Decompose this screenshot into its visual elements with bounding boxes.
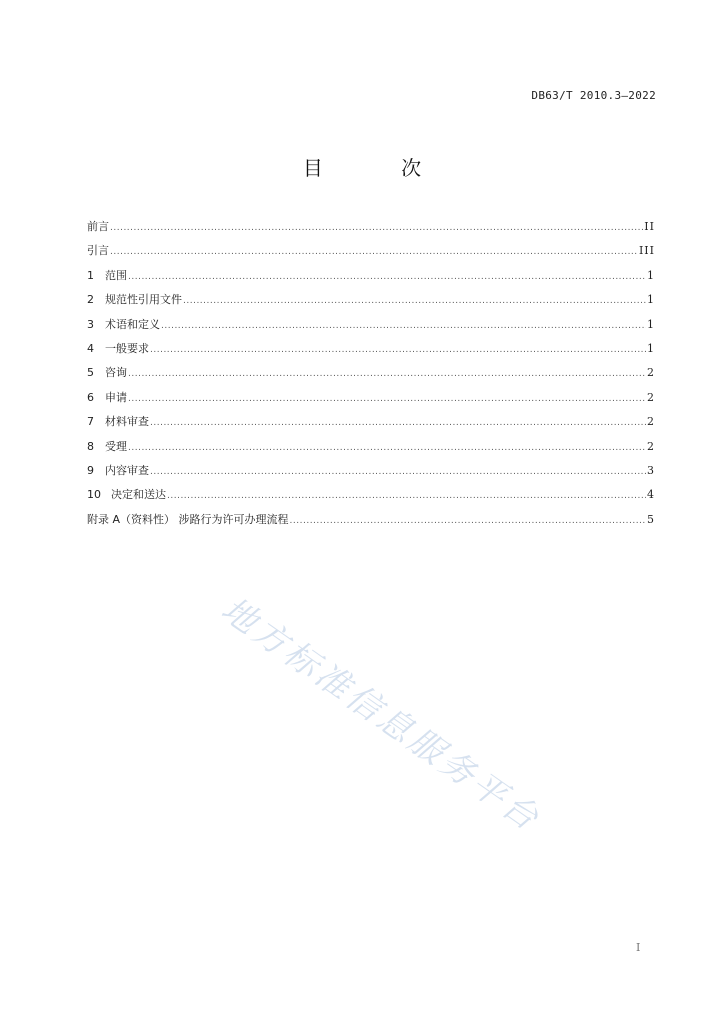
toc-entry-normative-references[interactable] [87, 291, 655, 315]
toc-leader-dots [110, 223, 643, 233]
toc-entry-number: 10 [87, 488, 101, 502]
toc-entry-general-requirements[interactable] [87, 340, 655, 364]
toc-entry-page: 1 [647, 317, 655, 331]
toc-entry-number: 6 [87, 390, 94, 404]
document-code: DB63/T 2010.3—2022 [531, 89, 656, 102]
toc-entry-label: 术语和定义 [105, 317, 160, 331]
toc-leader-dots [128, 394, 646, 404]
toc-entry-scope[interactable] [87, 267, 655, 291]
toc-entry-label: 附录 A（资料性） 涉路行为许可办理流程 [87, 512, 289, 526]
toc-entry-material-review[interactable] [87, 413, 655, 437]
watermark-text: 地方标准信息服务平台 [213, 589, 549, 841]
toc-entry-page: 2 [647, 390, 655, 404]
toc-entry-appendix-a[interactable] [87, 511, 655, 535]
toc-entry-terms-definitions[interactable] [87, 316, 655, 340]
toc-leader-dots [167, 491, 646, 501]
toc-entry-page: 2 [647, 415, 655, 429]
toc-entry-label: 引言 [87, 244, 109, 258]
toc-entry-number: 7 [87, 415, 94, 429]
toc-entry-label: 一般要求 [105, 341, 149, 355]
toc-leader-dots [161, 321, 646, 331]
toc-leader-dots [183, 296, 646, 306]
toc-entry-number: 5 [87, 366, 94, 380]
toc-entry-label: 前言 [87, 220, 109, 233]
toc-entry-acceptance[interactable] [87, 438, 655, 462]
toc-entry-foreword[interactable] [87, 218, 655, 242]
toc-leader-dots [128, 443, 646, 453]
toc-entry-page: 1 [647, 293, 655, 307]
toc-leader-dots [128, 272, 646, 282]
toc-entry-application[interactable] [87, 389, 655, 413]
toc-entry-label: 申请 [105, 390, 127, 404]
toc-entry-number: 1 [87, 268, 94, 282]
toc-entry-page: III [638, 244, 655, 258]
toc-leader-dots [128, 369, 646, 379]
toc-entry-number: 4 [87, 341, 94, 355]
toc-leader-dots [290, 516, 646, 526]
toc-entry-page: 4 [647, 488, 655, 502]
toc-leader-dots [150, 345, 646, 355]
toc-entry-page: II [644, 220, 655, 233]
toc-entry-label: 决定和送达 [111, 488, 166, 502]
toc-entry-label: 受理 [105, 439, 127, 453]
page-number: I [636, 941, 641, 954]
page-title: 目 次 [302, 156, 458, 180]
toc-entry-label: 范围 [105, 268, 127, 282]
toc-entry-number: 2 [87, 293, 94, 307]
toc-entry-page: 5 [647, 512, 655, 526]
toc-leader-dots [110, 247, 638, 257]
toc-entry-page: 1 [647, 268, 655, 282]
toc-entry-introduction[interactable] [87, 242, 655, 266]
toc-leader-dots [150, 467, 646, 477]
toc-entry-content-review[interactable] [87, 462, 655, 486]
toc-entry-number: 8 [87, 439, 94, 453]
toc-entry-label: 规范性引用文件 [105, 293, 182, 307]
toc-entry-page: 2 [647, 439, 655, 453]
toc-entry-label: 内容审查 [105, 463, 149, 477]
toc-entry-page: 1 [647, 341, 655, 355]
toc-entry-number: 3 [87, 317, 94, 331]
toc-entry-decision-delivery[interactable] [87, 486, 655, 510]
toc-entry-number: 9 [87, 463, 94, 477]
toc-entry-label: 咨询 [105, 366, 127, 380]
toc-entry-page: 3 [647, 463, 655, 477]
toc-leader-dots [150, 418, 646, 428]
toc-entry-label: 材料审查 [105, 415, 149, 429]
toc-entry-page: 2 [647, 366, 655, 380]
toc-entry-consultation[interactable] [87, 364, 655, 388]
table-of-contents [87, 218, 655, 535]
